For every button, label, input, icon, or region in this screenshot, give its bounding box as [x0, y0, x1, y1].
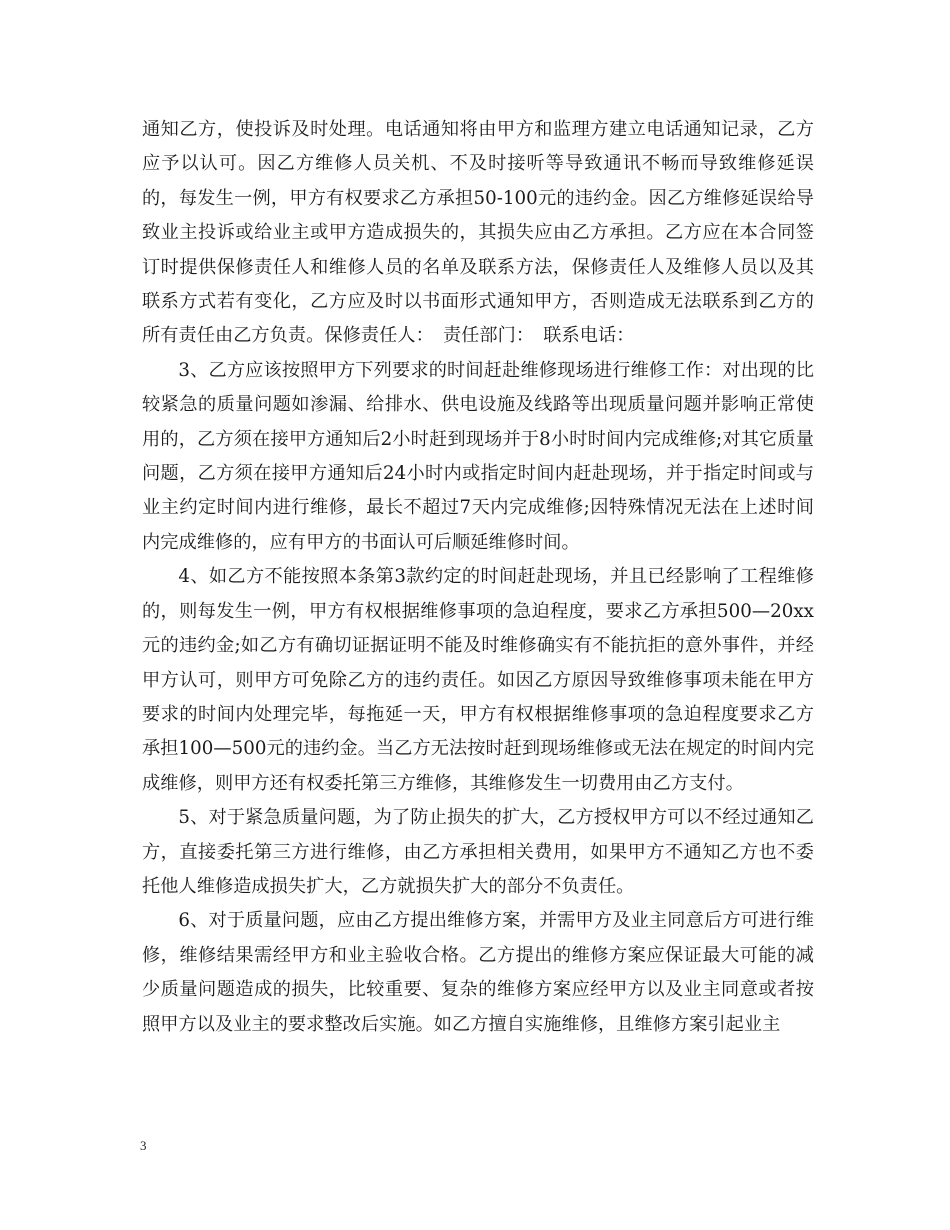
paragraph-continuation: 通知乙方，使投诉及时处理。电话通知将由甲方和监理方建立电话通知记录，乙方应予以认可。因乙方维修人员关机、不及时接听等导致通讯不畅而导致维修延误的，每发生一例，甲方有权要求乙方承担50-100元的违约金。因乙方维修延误给导致业主投诉或给业主或甲方造成损失的，其损失应由乙方承担。乙方应在本合同签订时提供保修责任人和维修人员的名单及联系方法，保修责任人及维修人员以及其联系方式若有变化，乙方应及时以书面形式通知甲方，否则造成无法联系到乙方的所有责任由乙方负责。保修责任人： 责任部门： 联系电话： — [142, 119, 814, 347]
paragraph-clause-4: 4、如乙方不能按照本条第3款约定的时间赶赴现场，并且已经影响了工程维修的，则每发生一例，甲方有权根据维修事项的急迫程度，要求乙方承担500—20xx元的违约金;如乙方有确切证据证明不能及时维修确实有不能抗拒的意外事件，并经甲方认可，则甲方可免除乙方的违约责任。如因乙方原因导致维修事项未能在甲方要求的时间内处理完毕，每拖延一天，甲方有权根据维修事项的急迫程度要求乙方承担100—500元的违约金。当乙方无法按时赶到现场维修或无法在规定的时间内完成维修，则甲方还有权委托第三方维修，其维修发生一切费用由乙方支付。 — [142, 566, 814, 794]
paragraph-clause-5: 5、对于紧急质量问题，为了防止损失的扩大，乙方授权甲方可以不经过通知乙方，直接委托第三方进行维修，由乙方承担相关费用，如果甲方不通知乙方也不委托他人维修造成损失扩大，乙方就损失扩大的部分不负责任。 — [142, 807, 814, 897]
document-body — [142, 113, 814, 1042]
page-number: 3 — [140, 1138, 147, 1153]
paragraph-clause-3: 3、乙方应该按照甲方下列要求的时间赶赴维修现场进行维修工作：对出现的比较紧急的质量问题如渗漏、给排水、供电设施及线路等出现质量问题并影响正常使用的，乙方须在接甲方通知后2小时赶到现场并于8小时时间内完成维修;对其它质量问题，乙方须在接甲方通知后24小时内或指定时间内赶赴现场，并于指定时间或与业主约定时间内进行维修，最长不超过7天内完成维修;因特殊情况无法在上述时间内完成维修的，应有甲方的书面认可后顺延维修时间。 — [142, 359, 814, 553]
paragraph-clause-6: 6、对于质量问题，应由乙方提出维修方案，并需甲方及业主同意后方可进行维修，维修结果需经甲方和业主验收合格。乙方提出的维修方案应保证最大可能的减少质量问题造成的损失，比较重要、复杂的维修方案应经甲方以及业主同意或者按照甲方以及业主的要求整改后实施。如乙方擅自实施维修，且维修方案引起业主 — [142, 910, 814, 1035]
